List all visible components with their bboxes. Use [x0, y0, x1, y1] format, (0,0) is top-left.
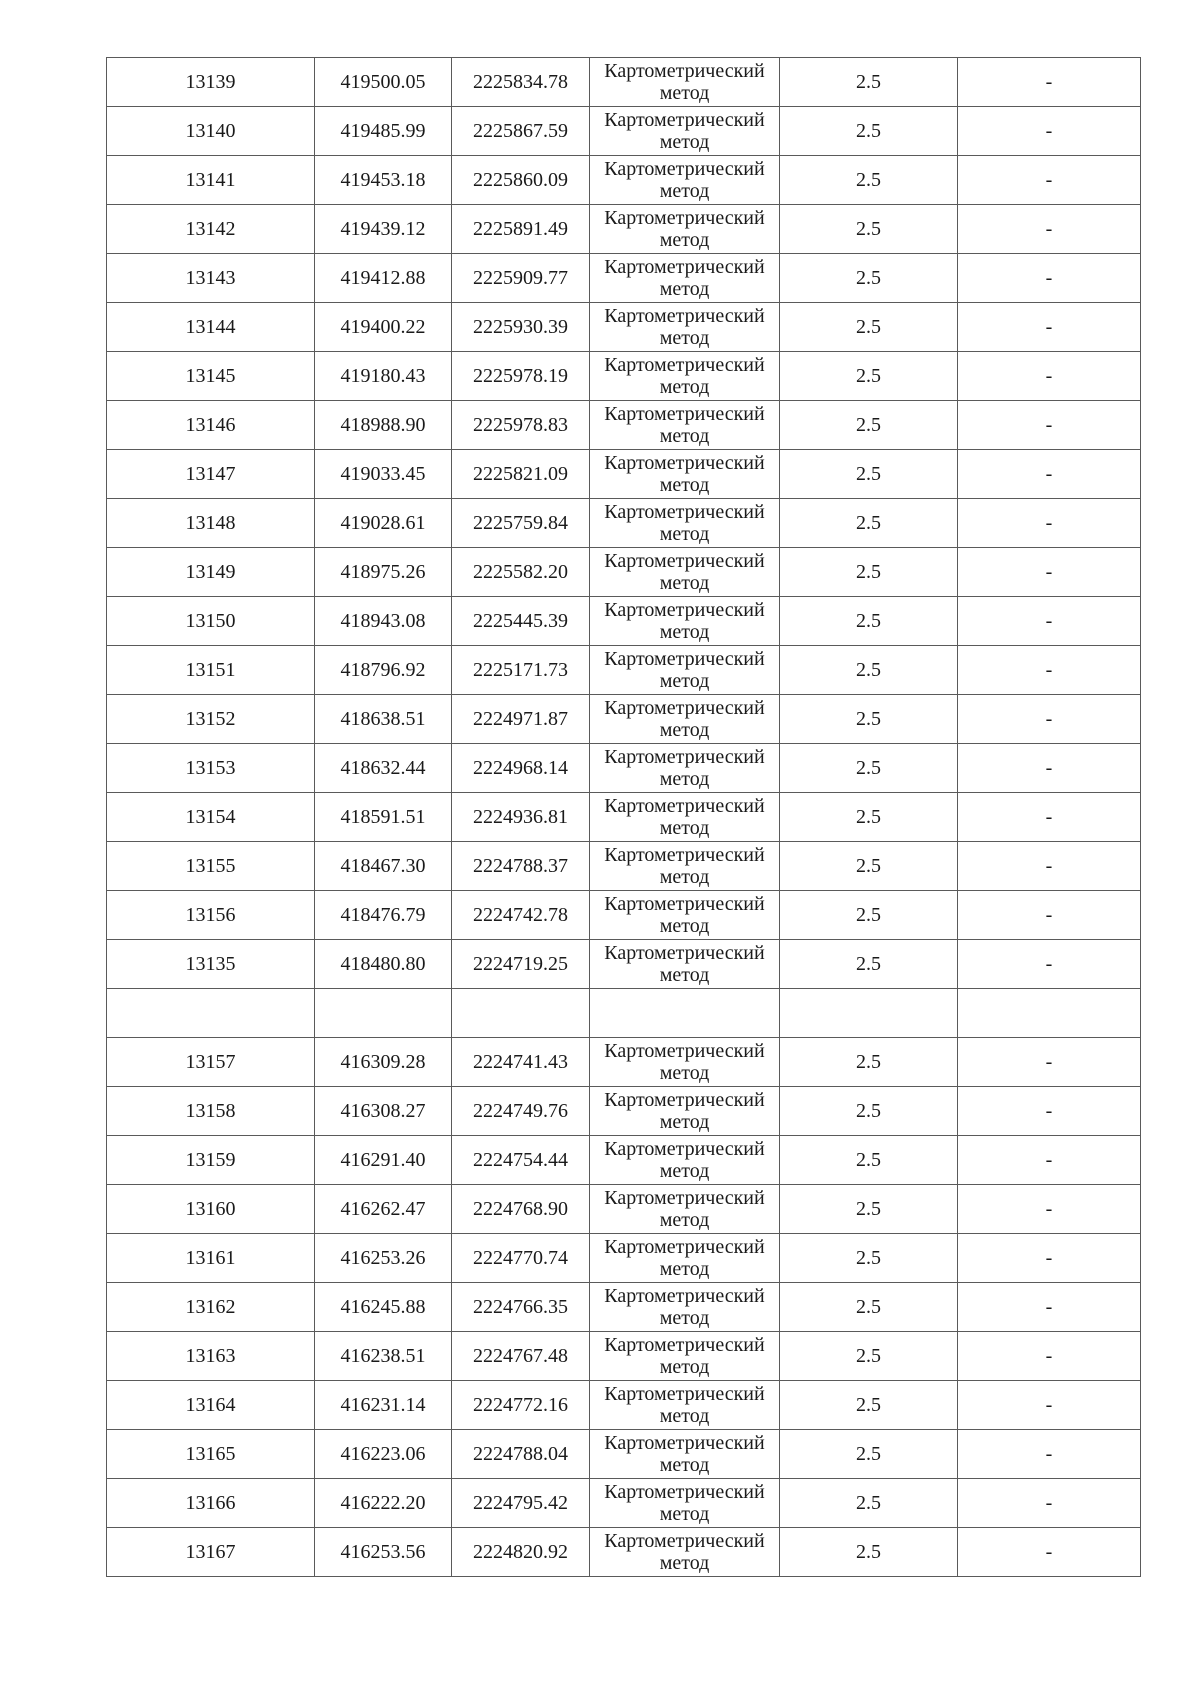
method-line-1: Картометрический	[604, 1285, 765, 1307]
point-number-cell: 13153	[107, 744, 315, 793]
point-number-cell: 13143	[107, 254, 315, 303]
x-coordinate-cell: 416223.06	[315, 1430, 452, 1479]
table-row	[107, 254, 1141, 303]
method-line-1: Картометрический	[604, 1236, 765, 1258]
method-cell	[590, 1038, 780, 1087]
method-line-1: Картометрический	[604, 109, 765, 131]
point-number-cell: 13146	[107, 401, 315, 450]
method-cell	[590, 352, 780, 401]
x-coordinate-cell: 416222.20	[315, 1479, 452, 1528]
x-coordinate-cell: 418591.51	[315, 793, 452, 842]
method-line-2: метод	[659, 1356, 710, 1378]
method-line-2: метод	[659, 180, 710, 202]
accuracy-cell: 2.5	[780, 1038, 958, 1087]
method-cell	[590, 597, 780, 646]
note-cell: -	[958, 352, 1141, 401]
y-coordinate-cell: 2225759.84	[452, 499, 590, 548]
method-line-1: Картометрический	[604, 60, 765, 82]
table-row	[107, 1479, 1141, 1528]
x-coordinate-cell: 416238.51	[315, 1332, 452, 1381]
accuracy-cell: 2.5	[780, 58, 958, 107]
point-number-cell: 13140	[107, 107, 315, 156]
table-row	[107, 1136, 1141, 1185]
method-line-1: Картометрический	[604, 1432, 765, 1454]
x-coordinate-cell: 416309.28	[315, 1038, 452, 1087]
accuracy-cell: 2.5	[780, 646, 958, 695]
method-cell	[590, 107, 780, 156]
method-cell	[590, 695, 780, 744]
method-line-2: метод	[659, 425, 710, 447]
method-line-2: метод	[659, 1111, 710, 1133]
x-coordinate-cell: 418476.79	[315, 891, 452, 940]
point-number-cell: 13150	[107, 597, 315, 646]
table-row	[107, 1185, 1141, 1234]
x-coordinate-cell: 419400.22	[315, 303, 452, 352]
table-row	[107, 1430, 1141, 1479]
y-coordinate-cell: 2224971.87	[452, 695, 590, 744]
method-line-2: метод	[659, 1258, 710, 1280]
y-coordinate-cell: 2224768.90	[452, 1185, 590, 1234]
method-line-1: Картометрический	[604, 452, 765, 474]
method-cell	[590, 793, 780, 842]
method-cell	[590, 58, 780, 107]
point-number-cell: 13156	[107, 891, 315, 940]
y-coordinate-cell: 2224754.44	[452, 1136, 590, 1185]
method-line-1: Картометрический	[604, 697, 765, 719]
y-coordinate-cell: 2225834.78	[452, 58, 590, 107]
method-line-1: Картометрический	[604, 158, 765, 180]
note-cell: -	[958, 499, 1141, 548]
point-number-cell: 13135	[107, 940, 315, 989]
y-coordinate-cell: 2225821.09	[452, 450, 590, 499]
method-line-2: метод	[659, 964, 710, 986]
x-coordinate-cell: 416291.40	[315, 1136, 452, 1185]
method-line-2: метод	[659, 1503, 710, 1525]
method-line-1: Картометрический	[604, 1481, 765, 1503]
accuracy-cell: 2.5	[780, 1381, 958, 1430]
method-line-2: метод	[659, 131, 710, 153]
accuracy-cell: 2.5	[780, 205, 958, 254]
method-cell	[590, 1430, 780, 1479]
method-line-2: метод	[659, 1307, 710, 1329]
table-row	[107, 303, 1141, 352]
accuracy-cell: 2.5	[780, 940, 958, 989]
point-number-cell: 13165	[107, 1430, 315, 1479]
method-line-2: метод	[659, 1209, 710, 1231]
method-line-2: метод	[659, 572, 710, 594]
method-line-2: метод	[659, 768, 710, 790]
method-cell	[590, 1185, 780, 1234]
method-line-1: Картометрический	[604, 746, 765, 768]
table-row	[107, 1038, 1141, 1087]
method-line-2: метод	[659, 1405, 710, 1427]
note-cell: -	[958, 205, 1141, 254]
y-coordinate-cell: 2224788.37	[452, 842, 590, 891]
accuracy-cell: 2.5	[780, 1479, 958, 1528]
note-cell: -	[958, 1381, 1141, 1430]
table-row	[107, 205, 1141, 254]
y-coordinate-cell: 2224770.74	[452, 1234, 590, 1283]
y-coordinate-cell: 2224767.48	[452, 1332, 590, 1381]
method-cell	[590, 891, 780, 940]
accuracy-cell: 2.5	[780, 695, 958, 744]
y-coordinate-cell: 2224749.76	[452, 1087, 590, 1136]
point-number-cell: 13147	[107, 450, 315, 499]
accuracy-cell: 2.5	[780, 1430, 958, 1479]
table-row	[107, 1381, 1141, 1430]
method-cell	[590, 499, 780, 548]
point-number-cell: 13166	[107, 1479, 315, 1528]
point-number-cell: 13145	[107, 352, 315, 401]
method-cell	[590, 1528, 780, 1577]
method-line-1: Картометрический	[604, 1530, 765, 1552]
x-coordinate-cell: 419033.45	[315, 450, 452, 499]
y-coordinate-cell	[452, 989, 590, 1038]
note-cell: -	[958, 695, 1141, 744]
table-row	[107, 989, 1141, 1038]
accuracy-cell: 2.5	[780, 1234, 958, 1283]
method-line-1: Картометрический	[604, 501, 765, 523]
method-cell	[590, 548, 780, 597]
table-row	[107, 548, 1141, 597]
table-row	[107, 1234, 1141, 1283]
accuracy-cell	[780, 989, 958, 1038]
note-cell: -	[958, 940, 1141, 989]
note-cell: -	[958, 1234, 1141, 1283]
method-line-2: метод	[659, 866, 710, 888]
note-cell: -	[958, 1528, 1141, 1577]
accuracy-cell: 2.5	[780, 499, 958, 548]
method-cell	[590, 156, 780, 205]
table-row	[107, 107, 1141, 156]
table-row	[107, 1528, 1141, 1577]
method-line-1: Картометрический	[604, 403, 765, 425]
method-cell	[590, 303, 780, 352]
accuracy-cell: 2.5	[780, 1136, 958, 1185]
method-line-2: метод	[659, 327, 710, 349]
y-coordinate-cell: 2225930.39	[452, 303, 590, 352]
x-coordinate-cell: 416262.47	[315, 1185, 452, 1234]
x-coordinate-cell: 419412.88	[315, 254, 452, 303]
method-cell	[590, 842, 780, 891]
point-number-cell: 13160	[107, 1185, 315, 1234]
note-cell: -	[958, 548, 1141, 597]
accuracy-cell: 2.5	[780, 450, 958, 499]
method-line-2: метод	[659, 915, 710, 937]
point-number-cell: 13144	[107, 303, 315, 352]
table-row	[107, 695, 1141, 744]
accuracy-cell: 2.5	[780, 352, 958, 401]
accuracy-cell: 2.5	[780, 744, 958, 793]
method-line-1: Картометрический	[604, 795, 765, 817]
method-line-1: Картометрический	[604, 1138, 765, 1160]
y-coordinate-cell: 2224742.78	[452, 891, 590, 940]
x-coordinate-cell: 416308.27	[315, 1087, 452, 1136]
note-cell: -	[958, 1038, 1141, 1087]
table-row	[107, 156, 1141, 205]
x-coordinate-cell: 419028.61	[315, 499, 452, 548]
method-line-1: Картометрический	[604, 1040, 765, 1062]
accuracy-cell: 2.5	[780, 156, 958, 205]
accuracy-cell: 2.5	[780, 548, 958, 597]
accuracy-cell: 2.5	[780, 401, 958, 450]
table-row	[107, 352, 1141, 401]
y-coordinate-cell: 2224820.92	[452, 1528, 590, 1577]
method-cell	[590, 205, 780, 254]
point-number-cell: 13161	[107, 1234, 315, 1283]
note-cell: -	[958, 793, 1141, 842]
x-coordinate-cell: 419439.12	[315, 205, 452, 254]
method-cell	[590, 1283, 780, 1332]
table-row	[107, 891, 1141, 940]
method-line-1: Картометрический	[604, 844, 765, 866]
note-cell: -	[958, 597, 1141, 646]
method-line-1: Картометрический	[604, 893, 765, 915]
method-line-1: Картометрический	[604, 207, 765, 229]
method-line-1: Картометрический	[604, 942, 765, 964]
y-coordinate-cell: 2224719.25	[452, 940, 590, 989]
table-row	[107, 1283, 1141, 1332]
x-coordinate-cell: 416253.26	[315, 1234, 452, 1283]
method-line-2: метод	[659, 1552, 710, 1574]
method-line-2: метод	[659, 1160, 710, 1182]
method-cell	[590, 646, 780, 695]
point-number-cell: 13154	[107, 793, 315, 842]
x-coordinate-cell: 418638.51	[315, 695, 452, 744]
method-cell	[590, 1234, 780, 1283]
y-coordinate-cell: 2225909.77	[452, 254, 590, 303]
method-cell	[590, 1136, 780, 1185]
point-number-cell: 13167	[107, 1528, 315, 1577]
y-coordinate-cell: 2225978.19	[452, 352, 590, 401]
note-cell: -	[958, 303, 1141, 352]
point-number-cell: 13148	[107, 499, 315, 548]
method-line-2: метод	[659, 670, 710, 692]
note-cell: -	[958, 450, 1141, 499]
method-line-1: Картометрический	[604, 256, 765, 278]
method-line-2: метод	[659, 82, 710, 104]
x-coordinate-cell: 416253.56	[315, 1528, 452, 1577]
x-coordinate-cell: 419500.05	[315, 58, 452, 107]
accuracy-cell: 2.5	[780, 793, 958, 842]
y-coordinate-cell: 2225171.73	[452, 646, 590, 695]
method-line-1: Картометрический	[604, 648, 765, 670]
point-number-cell: 13151	[107, 646, 315, 695]
table-row	[107, 1087, 1141, 1136]
note-cell: -	[958, 646, 1141, 695]
note-cell: -	[958, 401, 1141, 450]
method-line-1: Картометрический	[604, 1383, 765, 1405]
accuracy-cell: 2.5	[780, 1185, 958, 1234]
y-coordinate-cell: 2224741.43	[452, 1038, 590, 1087]
point-number-cell: 13141	[107, 156, 315, 205]
note-cell: -	[958, 1136, 1141, 1185]
table-row	[107, 401, 1141, 450]
method-line-2: метод	[659, 229, 710, 251]
table-row	[107, 646, 1141, 695]
accuracy-cell: 2.5	[780, 107, 958, 156]
note-cell: -	[958, 107, 1141, 156]
y-coordinate-cell: 2225891.49	[452, 205, 590, 254]
x-coordinate-cell: 416231.14	[315, 1381, 452, 1430]
accuracy-cell: 2.5	[780, 254, 958, 303]
method-cell	[590, 1332, 780, 1381]
method-line-1: Картометрический	[604, 550, 765, 572]
x-coordinate-cell: 419180.43	[315, 352, 452, 401]
method-line-2: метод	[659, 474, 710, 496]
method-line-1: Картометрический	[604, 599, 765, 621]
note-cell: -	[958, 156, 1141, 205]
accuracy-cell: 2.5	[780, 891, 958, 940]
table-row	[107, 597, 1141, 646]
table-row	[107, 1332, 1141, 1381]
point-number-cell: 13142	[107, 205, 315, 254]
note-cell: -	[958, 842, 1141, 891]
method-line-2: метод	[659, 376, 710, 398]
point-number-cell: 13152	[107, 695, 315, 744]
coordinates-table-body	[107, 58, 1141, 1577]
point-number-cell: 13162	[107, 1283, 315, 1332]
method-line-1: Картометрический	[604, 1334, 765, 1356]
x-coordinate-cell: 419453.18	[315, 156, 452, 205]
x-coordinate-cell: 418796.92	[315, 646, 452, 695]
method-line-1: Картометрический	[604, 305, 765, 327]
point-number-cell: 13158	[107, 1087, 315, 1136]
point-number-cell: 13155	[107, 842, 315, 891]
method-line-1: Картометрический	[604, 1187, 765, 1209]
method-line-2: метод	[659, 1062, 710, 1084]
accuracy-cell: 2.5	[780, 1087, 958, 1136]
method-line-1: Картометрический	[604, 354, 765, 376]
method-line-2: метод	[659, 621, 710, 643]
method-line-2: метод	[659, 1454, 710, 1476]
point-number-cell: 13164	[107, 1381, 315, 1430]
point-number-cell: 13139	[107, 58, 315, 107]
point-number-cell: 13159	[107, 1136, 315, 1185]
method-cell	[590, 1479, 780, 1528]
method-line-2: метод	[659, 719, 710, 741]
note-cell: -	[958, 1185, 1141, 1234]
y-coordinate-cell: 2225860.09	[452, 156, 590, 205]
note-cell: -	[958, 254, 1141, 303]
y-coordinate-cell: 2224795.42	[452, 1479, 590, 1528]
accuracy-cell: 2.5	[780, 842, 958, 891]
accuracy-cell: 2.5	[780, 597, 958, 646]
point-number-cell: 13163	[107, 1332, 315, 1381]
point-number-cell: 13157	[107, 1038, 315, 1087]
note-cell: -	[958, 1332, 1141, 1381]
note-cell: -	[958, 744, 1141, 793]
note-cell	[958, 989, 1141, 1038]
note-cell: -	[958, 1087, 1141, 1136]
accuracy-cell: 2.5	[780, 1283, 958, 1332]
method-cell	[590, 1381, 780, 1430]
coordinates-table	[106, 57, 1141, 1577]
x-coordinate-cell: 418480.80	[315, 940, 452, 989]
y-coordinate-cell: 2224772.16	[452, 1381, 590, 1430]
x-coordinate-cell: 416245.88	[315, 1283, 452, 1332]
y-coordinate-cell: 2224936.81	[452, 793, 590, 842]
y-coordinate-cell: 2225582.20	[452, 548, 590, 597]
x-coordinate-cell: 419485.99	[315, 107, 452, 156]
method-line-1: Картометрический	[604, 1089, 765, 1111]
y-coordinate-cell: 2225978.83	[452, 401, 590, 450]
y-coordinate-cell: 2224788.04	[452, 1430, 590, 1479]
method-cell	[590, 940, 780, 989]
table-row	[107, 842, 1141, 891]
x-coordinate-cell: 418975.26	[315, 548, 452, 597]
y-coordinate-cell: 2225867.59	[452, 107, 590, 156]
method-cell	[590, 401, 780, 450]
method-cell	[590, 254, 780, 303]
table-row	[107, 450, 1141, 499]
x-coordinate-cell: 418988.90	[315, 401, 452, 450]
note-cell: -	[958, 1283, 1141, 1332]
method-cell	[590, 744, 780, 793]
x-coordinate-cell: 418943.08	[315, 597, 452, 646]
method-cell	[590, 450, 780, 499]
point-number-cell: 13149	[107, 548, 315, 597]
table-row	[107, 58, 1141, 107]
method-cell	[590, 1087, 780, 1136]
table-row	[107, 744, 1141, 793]
y-coordinate-cell: 2224766.35	[452, 1283, 590, 1332]
x-coordinate-cell: 418632.44	[315, 744, 452, 793]
note-cell: -	[958, 891, 1141, 940]
table-row	[107, 499, 1141, 548]
note-cell: -	[958, 58, 1141, 107]
method-line-2: метод	[659, 523, 710, 545]
accuracy-cell: 2.5	[780, 1332, 958, 1381]
table-row	[107, 793, 1141, 842]
y-coordinate-cell: 2224968.14	[452, 744, 590, 793]
table-row	[107, 940, 1141, 989]
accuracy-cell: 2.5	[780, 303, 958, 352]
note-cell: -	[958, 1479, 1141, 1528]
x-coordinate-cell	[315, 989, 452, 1038]
accuracy-cell: 2.5	[780, 1528, 958, 1577]
method-cell	[590, 989, 780, 1038]
x-coordinate-cell: 418467.30	[315, 842, 452, 891]
method-line-2: метод	[659, 817, 710, 839]
y-coordinate-cell: 2225445.39	[452, 597, 590, 646]
point-number-cell	[107, 989, 315, 1038]
note-cell: -	[958, 1430, 1141, 1479]
method-line-2: метод	[659, 278, 710, 300]
